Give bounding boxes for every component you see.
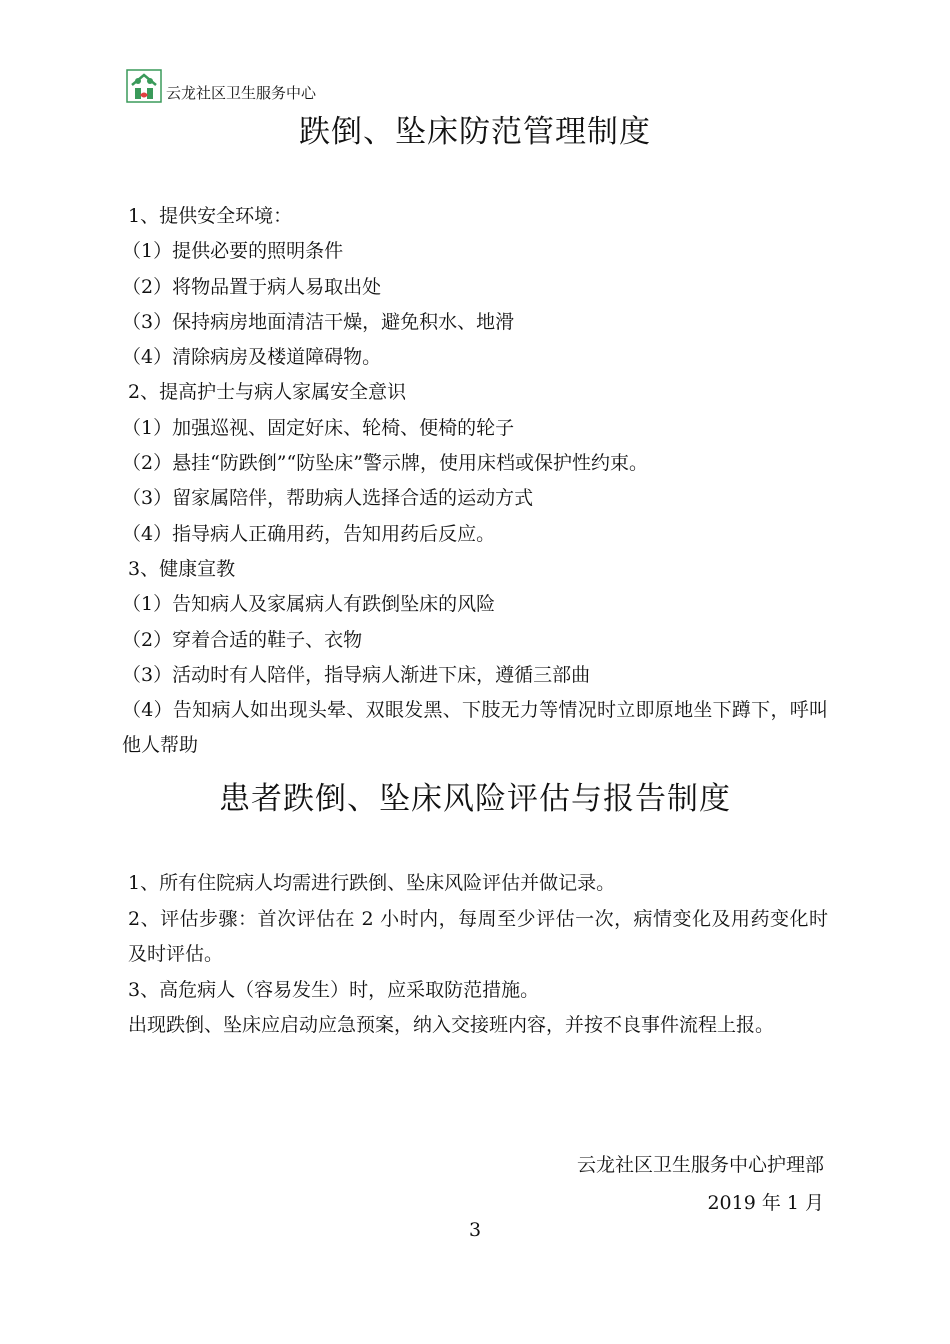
list-item: （2）悬挂“防跌倒”“防坠床”警示牌，使用床档或保护性约束。 [122,452,648,475]
list-item: 2、提高护士与病人家属安全意识 [128,381,407,404]
list-item: 1、提供安全环境： [128,205,293,227]
paragraph: 1、所有住院病人均需进行跌倒、坠床风险评估并做记录。 [128,872,616,894]
list-item: （4）指导病人正确用药，告知用药后反应。 [122,522,496,545]
paragraph: 出现跌倒、坠床应启动应急预案，纳入交接班内容，并按不良事件流程上报。 [128,1014,775,1036]
section2-body [128,866,828,1044]
section1-body [122,199,828,763]
paragraph: 2、评估步骤：首次评估在 2 小时内，每周至少评估一次，病情变化及用药变化时及时评估。 [128,907,828,965]
list-item: （4）清除病房及楼道障碍物。 [122,346,382,369]
list-item: （1）告知病人及家属病人有跌倒坠床的风险 [122,593,496,616]
list-item: （1）加强巡视、固定好床、轮椅、便椅的轮子 [122,416,515,439]
list-item: 3、健康宣教 [128,557,236,580]
page-number: 3 [468,1219,482,1241]
signature-department: 云龙社区卫生服务中心护理部 [576,1154,824,1176]
list-item: （4）告知病人如出现头晕、双眼发黑、下肢无力等情况时立即原地坐下蹲下，呼叫他人帮助 [122,699,828,757]
organization-name: 云龙社区卫生服务中心 [166,84,317,102]
list-item: （3）保持病房地面清洁干燥，避免积水、地滑 [122,310,515,333]
header [126,68,316,103]
community-health-logo-icon [126,69,162,103]
list-item: （3）留家属陪伴，帮助病人选择合适的运动方式 [122,487,534,510]
section1-title: 跌倒、坠床防范管理制度 [299,114,651,150]
section2-title: 患者跌倒、坠床风险评估与报告制度 [219,781,731,817]
signature-date: 2019 年 1 月 [707,1192,824,1214]
list-item: （3）活动时有人陪伴，指导病人渐进下床，遵循三部曲 [122,663,591,686]
paragraph: 3、高危病人（容易发生）时，应采取防范措施。 [128,978,540,1001]
list-item: （2）将物品置于病人易取出处 [122,275,382,298]
list-item: （1）提供必要的照明条件 [122,240,344,263]
list-item: （2）穿着合适的鞋子、衣物 [122,628,363,651]
signature-block [577,1146,824,1222]
